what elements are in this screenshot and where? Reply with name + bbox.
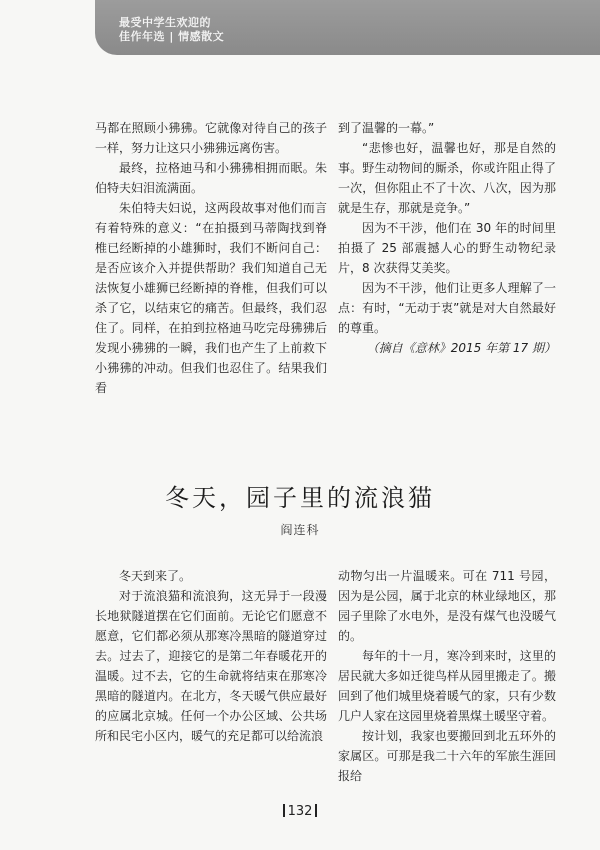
paragraph: “悲惨也好，温馨也好，那是自然的事。野生动物间的厮杀，你或许阻止得了一次，但你阻止不了十次、八次，因为那就是生存，那就是竞争。” — [338, 141, 556, 215]
page-number — [0, 804, 600, 819]
page-number-value: 132 — [287, 804, 313, 819]
paragraph: 到了温馨的一幕。” — [338, 121, 435, 135]
citation: （摘自《意林》2015 年第 17 期） — [366, 341, 556, 355]
page-number-bar-left — [283, 804, 285, 817]
paragraph: 对于流浪猫和流浪狗，这无异于一段漫长地狱隧道摆在它们面前。无论它们愿意不愿意，它们都必须从那寒冷黑暗的隧道穿过去。过去了，迎接它的是第二年春暖花开的温暖。过不去，它的生命就将结束在那寒冷黑暗的隧道内。在北方，冬天暖气供应最好的应属北京城。任何一个办公区域、公共场所和民宅小区内，暖气的充足都可以给流浪 — [95, 589, 327, 743]
paragraph: 因为不干涉，他们在 30 年的时间里拍摄了 25 部震撼人心的野生动物纪录片，8 次获得艾美奖。 — [338, 221, 556, 275]
paragraph: 每年的十一月，寒冷到来时，这里的居民就大多如迁徙鸟样从园里搬走了。搬回到了他们城里烧着暖气的家，只有少数几户人家在这园里烧着黑煤土暖坚守着。 — [338, 649, 556, 723]
article-right-column — [338, 566, 556, 786]
paragraph: 马都在照顾小狒狒。它就像对待自己的孩子一样，努力让这只小狒狒远离伤害。 — [95, 121, 327, 155]
article-author: 阎连科 — [280, 523, 320, 537]
article-title: 冬天，园子里的流浪猫 — [165, 484, 435, 512]
header-band — [95, 0, 600, 55]
paragraph: 按计划，我家也要搬回到北五环外的家属区。可那是我二十六年的军旅生涯回报给 — [338, 729, 556, 783]
paragraph: 冬天到来了。 — [119, 569, 192, 583]
previous-article-left-column — [95, 118, 327, 398]
header-series-title: 最受中学生欢迎的 — [119, 16, 211, 29]
paragraph: 动物匀出一片温暖来。可在 711 号园，因为是公园，属于北京的林业绿地区，那园子里除了水电外，是没有煤气也没暖气的。 — [338, 569, 556, 643]
header-section-title: 佳作年选 | 情感散文 — [119, 30, 225, 43]
article-left-column — [95, 566, 327, 746]
paragraph: 朱伯特夫妇说，这两段故事对他们而言有着特殊的意义：“在拍摄到马蒂陶找到脊椎已经断掉的小雄狮时，我们不断问自己：是否应该介入并提供帮助？我们知道自己无法恢复小雄狮已经断掉的脊椎，但我们可以杀了它，以结束它的痛苦。但最终，我们忍住了。同样，在拍到拉格迪马吃完母狒狒后发现小狒狒的一瞬，我们也产生了上前救下小狒狒的冲动。但我们也忍住了。结果我们看 — [95, 201, 327, 395]
paragraph: 最终，拉格迪马和小狒狒相拥而眠。朱伯特夫妇泪流满面。 — [95, 161, 327, 195]
page-number-bar-right — [315, 804, 317, 817]
previous-article-right-column — [338, 118, 556, 358]
paragraph: 因为不干涉，他们让更多人理解了一点：有时，“无动于衷”就是对大自然最好的尊重。 — [338, 281, 556, 335]
